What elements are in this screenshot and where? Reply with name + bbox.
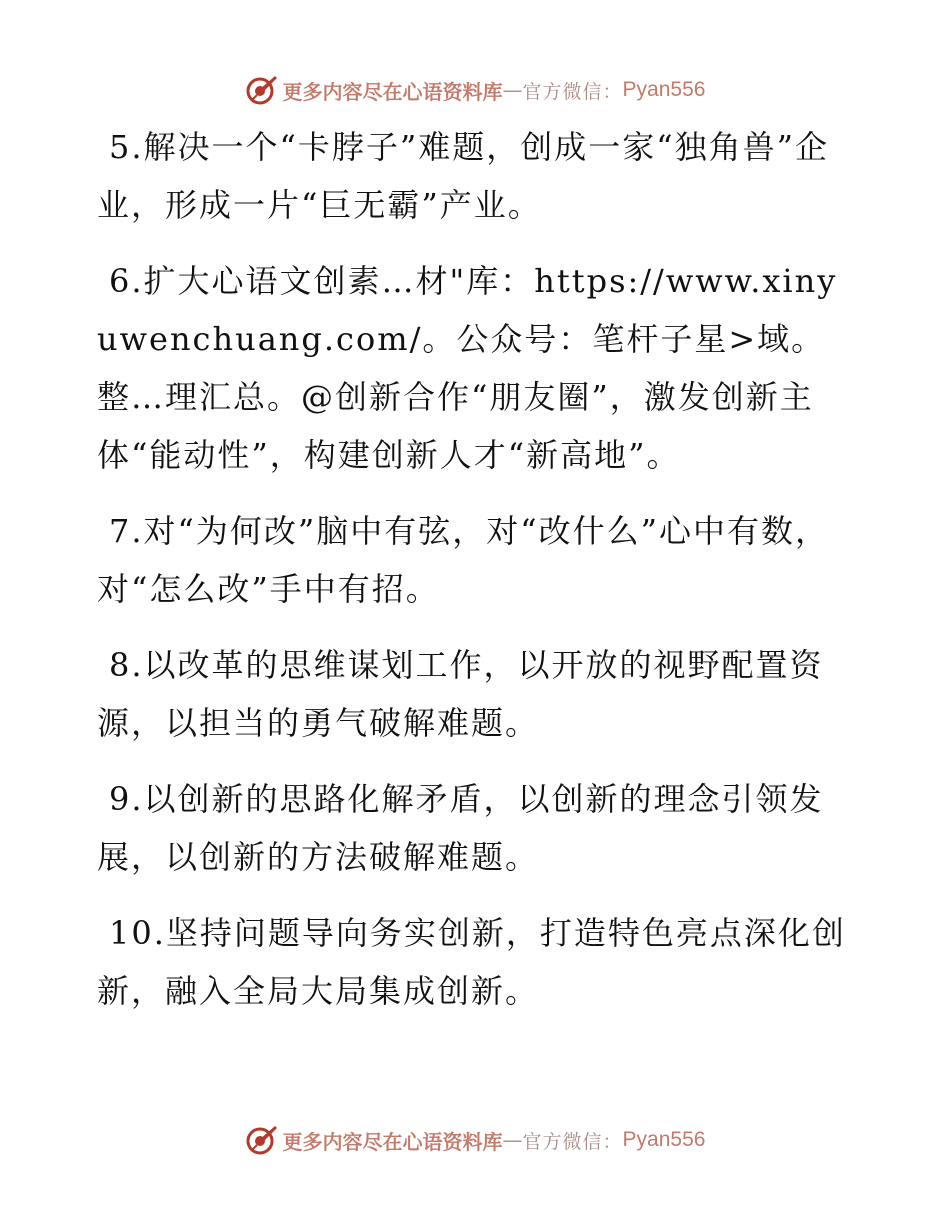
footer-wechat-id: Pyan556 [622,1128,706,1151]
paragraph-6: 6.扩大心语文创素…材"库：https://www.xinyuwenchuang.com/。公众号：笔杆子星>域。整…理汇总。@创新合作“朋友圈”，激发创新主体“能动性”，构建创新人才“新高地”。 [97,262,838,474]
paragraph-5: 5.解决一个“卡脖子”难题，创成一家“独角兽”企业，形成一片“巨无霸”产业。 [97,128,829,224]
paragraph-9: 9.以创新的思路化解矛盾，以创新的理念引领发展，以创新的方法破解难题。 [97,780,824,876]
header-banner [0,70,950,110]
document-body [97,118,857,1038]
pen-logo-icon [245,73,279,107]
header-wechat-label: 官方微信： [522,80,623,103]
header-wechat-id: Pyan556 [622,78,706,101]
paragraph-7: 7.对“为何改”脑中有弦，对“改什么”心中有数，对“怎么改”手中有招。 [97,512,829,608]
paragraph-8: 8.以改革的思维谋划工作，以开放的视野配置资源，以担当的勇气破解难题。 [97,646,824,742]
footer-banner [0,1120,950,1160]
footer-wechat-label: 官方微信： [522,1130,623,1153]
header-separator: — [502,78,523,102]
pen-logo-icon [245,1123,279,1157]
header-brand-text: 更多内容尽在心语资料库 [282,79,503,104]
footer-separator: — [502,1128,523,1152]
paragraph-10: 10.坚持问题导向务实创新，打造特色亮点深化创新，融入全局大局集成创新。 [97,914,846,1010]
footer-brand-text: 更多内容尽在心语资料库 [282,1129,503,1154]
